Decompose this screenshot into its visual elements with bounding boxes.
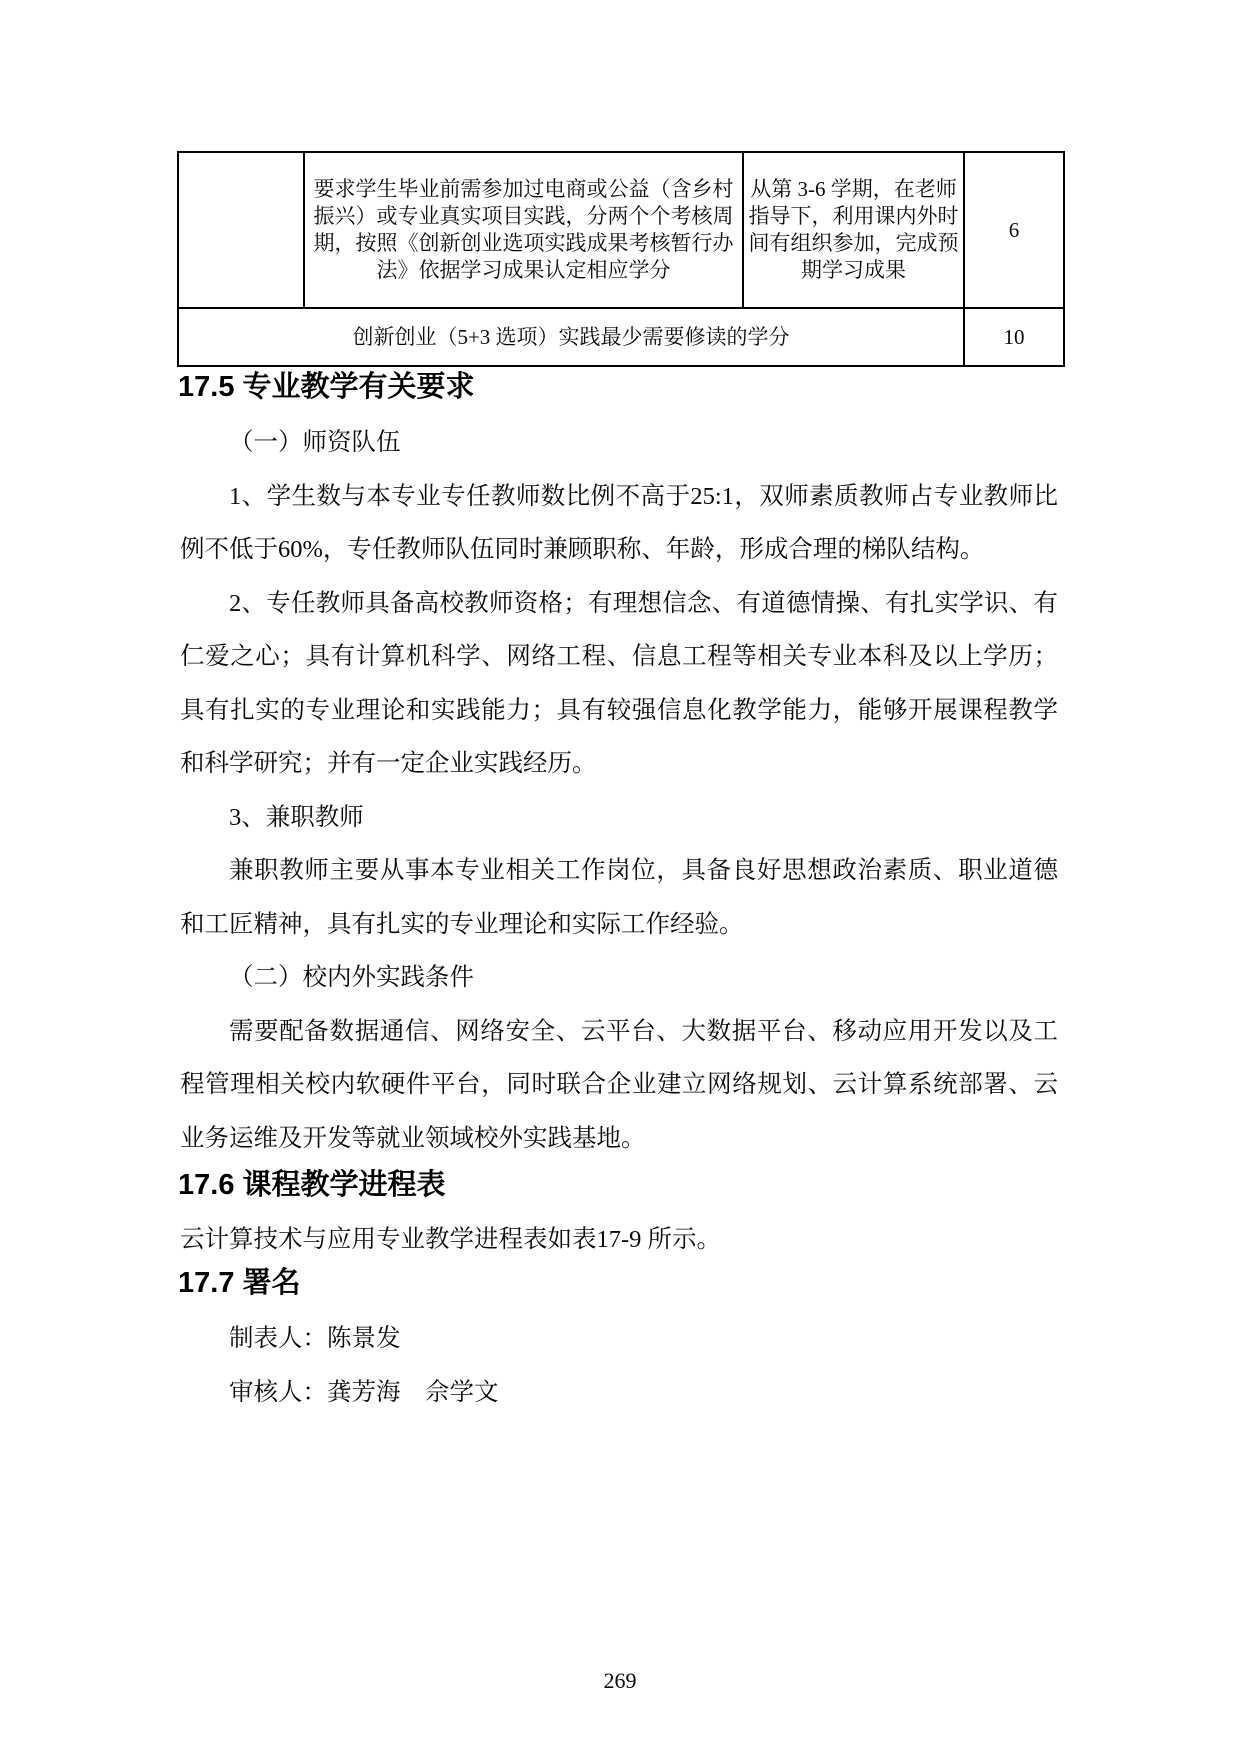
credits-value-cell: 6 <box>964 152 1064 308</box>
summary-credits-cell: 10 <box>964 308 1064 366</box>
para-parttime-teacher-subheading: 3、兼职教师 <box>229 803 364 831</box>
para-practice-conditions-subheading: （二）校内外实践条件 <box>229 964 474 991</box>
para-fulltime-teacher-requirements: 2、专任教师具备高校教师资格；有理想信念、有道德情操、有扎实学识、有仁爱之心；具有计算机科学、网络工程、信息工程等相关专业本科及以上学历；具有扎实的专业理论和实践能力；具有较强信息化教学能力，能够开展课程教学和科学研究；并有一定企业实践经历。 <box>180 589 1058 777</box>
table-row-innovation-practice <box>178 152 1064 308</box>
heading-17-6: 17.6 课程教学进程表 <box>178 1169 446 1201</box>
para-practice-conditions-detail: 需要配备数据通信、网络安全、云平台、大数据平台、移动应用开发以及工程管理相关校内软硬件平台，同时联合企业建立网络规划、云计算系统部署、云业务运维及开发等就业领域校外实践基地。 <box>180 1017 1058 1152</box>
summary-label-cell: 创新创业（5+3 选项）实践最少需要修读的学分 <box>178 308 964 366</box>
signature-block <box>180 1312 1058 1419</box>
reviewer-line: 审核人：龚芳海 佘学文 <box>229 1378 499 1406</box>
schedule-cell: 从第 3-6 学期，在老师指导下，利用课内外时间有组织参加，完成预期学习成果 <box>743 152 964 308</box>
empty-cell <box>178 152 304 308</box>
section-17-5-body <box>180 416 1058 1165</box>
page-number: 269 <box>603 1668 637 1693</box>
table-row-summary <box>178 308 1064 366</box>
para-faculty-team-subheading: （一）师资队伍 <box>229 429 401 456</box>
para-course-progress-table-note: 云计算技术与应用专业教学进程表如表17-9 所示。 <box>180 1226 722 1253</box>
requirement-cell: 要求学生毕业前需参加过电商或公益（含乡村振兴）或专业真实项目实践，分两个个考核周期，按照《创新创业选项实践成果考核暂行办法》依据学习成果认定相应学分 <box>304 152 743 308</box>
heading-17-7: 17.7 署名 <box>178 1267 301 1299</box>
para-parttime-teacher-requirements: 兼职教师主要从事本专业相关工作岗位，具备良好思想政治素质、职业道德和工匠精神，具有扎实的专业理论和实际工作经验。 <box>180 857 1058 938</box>
para-teacher-student-ratio: 1、学生数与本专业专任教师数比例不高于25:1，双师素质教师占专业教师比例不低于60%，专任教师队伍同时兼顾职称、年龄，形成合理的梯队结构。 <box>180 482 1058 563</box>
credits-table <box>177 151 1065 367</box>
preparer-line: 制表人：陈景发 <box>229 1325 401 1352</box>
heading-17-5: 17.5 专业教学有关要求 <box>178 371 475 403</box>
